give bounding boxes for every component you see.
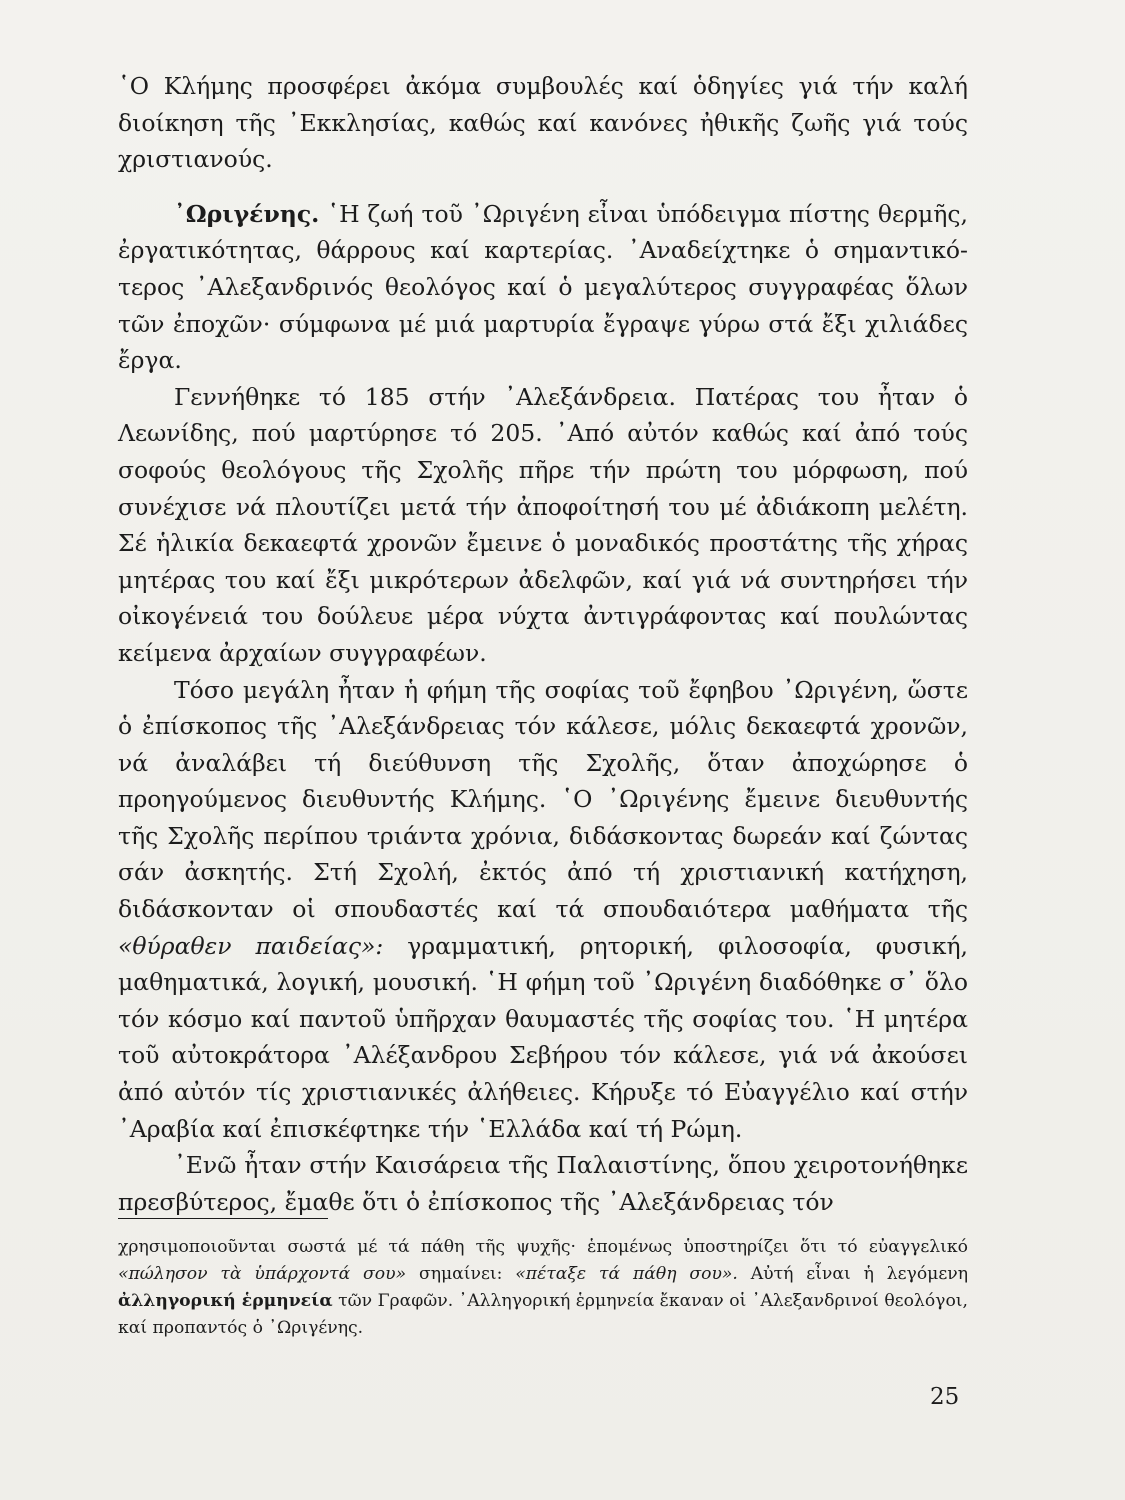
paragraph-clement: ῾Ο Κλήμης προσφέρει ἀκόμα συμβουλές καί ὁδηγίες γιά τήν καλή διοίκηση τῆς ᾿Εκκλησίας, καθώς καί κανόνες ἠθικῆς ζωῆς γιά τούς χριστιανούς. bbox=[118, 72, 968, 174]
footnote-divider bbox=[118, 1218, 328, 1219]
paragraph-fame: Τόσο μεγάλη ἦταν ἡ φήμη τῆς σοφίας τοῦ ἔφηβου ᾿Ωριγένη, ὥστε ὁ ἐπίσκοπος τῆς ᾿Αλεξάνδρειας τόν κάλεσε, μόλις δεκαεφτά χρονῶν, νά ἀναλάβει τή διεύθυνση τῆς Σχολῆς, ὅταν ἀποχώρησε ὁ προηγούμενος διευθυντής Κλήμης. ῾Ο ᾿Ωριγένης ἔμεινε διευθυντής τῆς Σχολῆς περίπου τριάντα χρόνια, διδάσκοντας δωρεάν καί ζώντας σάν ἀσκητής. Στή Σχολή, ἐκτός ἀπό τή χριστιανική κατήχηση, διδάσκονταν οἱ σπουδαστές καί τά σπουδαιότερα μαθήματα τῆς «θύραθεν παιδείας»: γραμματική, ρητορική, φιλοσοφία, φυσική, μαθηματικά, λογική, μουσική. ῾Η φήμη τοῦ ᾿Ωριγένη διαδόθηκε σ᾿ ὅλο τόν κόσμο καί παντοῦ ὑπῆρχαν θαυμαστές τῆς σοφίας του. ῾Η μητέρα τοῦ αὐτοκράτορα ᾿Αλέξανδρου Σεβήρου τόν κάλεσε, γιά νά ἀκούσει ἀπό αὐτόν τίς χριστιανικές ἀλήθειες. Κήρυξε τό Εὐαγγέλιο καί στήν ᾿Αραβία καί ἐπισκέφτηκε τήν ῾Ελλάδα καί τή Ρώμη. bbox=[118, 675, 968, 1143]
paragraph-caesarea: ᾿Ενῶ ἦταν στήν Καισάρεια τῆς Παλαιστίνης, ὅπου χειροτονήθηκε πρεσβύτερος, ἔμαθε ὅτι ὁ ἐπίσκοπος τῆς ᾿Αλεξάνδρειας τόν bbox=[118, 1151, 968, 1216]
page-number: 25 bbox=[930, 1384, 960, 1410]
paragraph-origen-intro: ᾿Ωριγένης. ῾Η ζωή τοῦ ᾿Ωριγένη εἶναι ὑπόδειγμα πίστης θερμῆς, ἐργατικότητας, θάρρους καί καρτερίας. ᾿Αναδείχτηκε ὁ σημαντικότερος ᾿Αλεξανδρινός θεολόγος καί ὁ μεγαλύτερος συγγραφέας ὅλων τῶν ἐποχῶν· σύμφωνα μέ μιά μαρτυρία ἔγραψε γύρω στά ἔξι χιλιάδες ἔργα. bbox=[118, 199, 968, 375]
paragraph-birth: Γεννήθηκε τό 185 στήν ᾿Αλεξάνδρεια. Πατέρας του ἦταν ὁ Λεωνίδης, πού μαρτύρησε τό 205. ᾿Από αὐτόν καθώς καί ἀπό τούς σοφούς θεολόγους τῆς Σχολῆς πῆρε τήν πρώτη του μόρφωση, πού συνέχισε νά πλουτίζει μετά τήν ἀποφοίτησή του μέ ἀδιάκοπη μελέτη. Σέ ἡλικία δεκαεφτά χρονῶν ἔμεινε ὁ μοναδικός προστάτης τῆς χήρας μητέρας του καί ἔξι μικρότερων ἀδελφῶν, καί γιά νά συντηρήσει τήν οἰκογένειά του δούλευε μέρα νύχτα ἀντιγράφοντας καί πουλώντας κείμενα ἀρχαίων συγγραφέων. bbox=[118, 382, 968, 667]
main-text bbox=[118, 68, 968, 1220]
footnote: χρησιμοποιοῦνται σωστά μέ τά πάθη τῆς ψυχῆς· ἑπομένως ὑποστηρίζει ὅτι τό εὐαγγελικό «πώλησον τὰ ὑπάρχοντά σου» σημαίνει: «πέταξε τά πάθη σου». Αὐτή εἶναι ἡ λεγόμενη ἀλληγορική ἑρμηνεία τῶν Γραφῶν. ᾿Αλληγορική ἑρμηνεία ἔκαναν οἱ ᾿Αλεξανδρινοί θεολόγοι, καί προπαντός ὁ ᾿Ωριγένης. bbox=[118, 1237, 968, 1338]
origen-heading: ᾿Ωριγένης. bbox=[174, 199, 320, 228]
